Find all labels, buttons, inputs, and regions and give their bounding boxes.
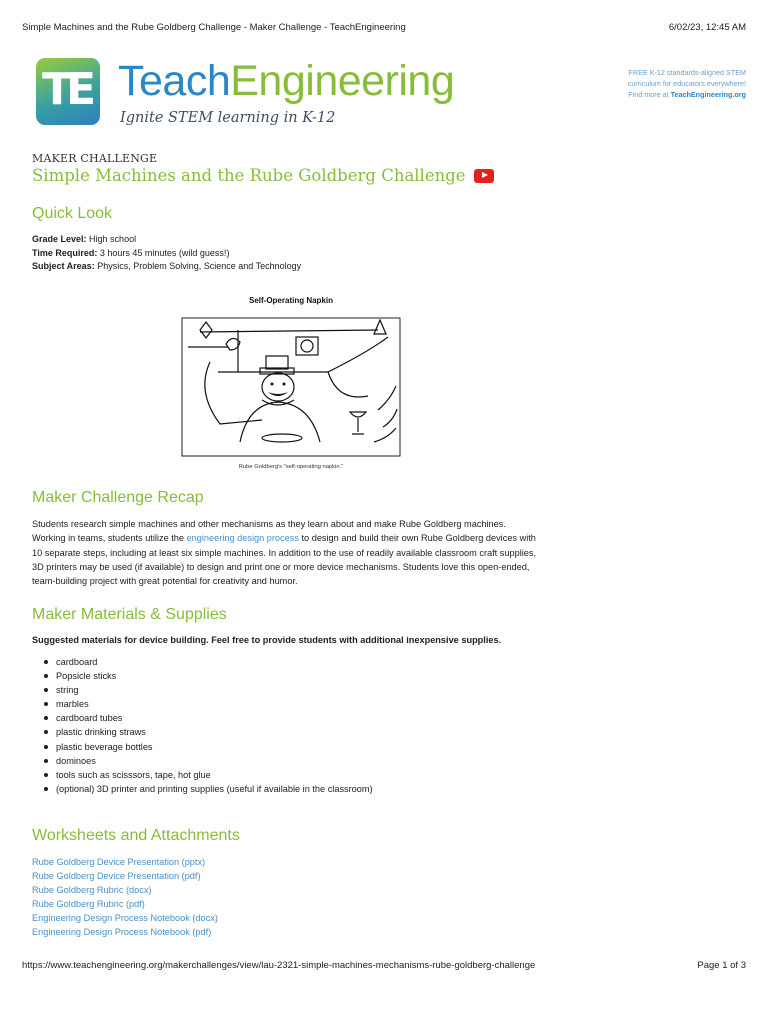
image-title: Self-Operating Napkin	[248, 296, 334, 305]
attachment-link[interactable]: Rube Goldberg Rubric (pdf)	[32, 899, 145, 910]
attachment-link[interactable]: Engineering Design Process Notebook (docx)	[32, 913, 218, 924]
materials-heading: Maker Materials & Supplies	[32, 606, 227, 623]
napkin-cartoon-drawing	[178, 292, 404, 458]
subject-areas-row	[32, 260, 301, 274]
list-item: (optional) 3D printer and printing supplies (useful if available in the classroom)	[40, 782, 373, 796]
title-row	[32, 166, 542, 185]
attachment-link[interactable]: Rube Goldberg Device Presentation (pptx)	[32, 857, 206, 867]
logo-mark: TE	[42, 64, 91, 115]
logo-text	[118, 58, 454, 126]
list-item: cardboard tubes	[40, 711, 373, 725]
rube-goldberg-figure	[178, 292, 404, 470]
teachengineering-logo-icon	[36, 58, 100, 125]
subject-areas-value: Physics, Problem Solving, Science and Technology	[97, 261, 302, 271]
napkin-cartoon-image	[178, 292, 404, 458]
promo-line-1: FREE K-12 standards-aligned STEM	[628, 68, 746, 77]
time-required-label: Time Required:	[32, 247, 98, 258]
list-item: plastic drinking straws	[40, 725, 373, 739]
list-item: tools such as scisssors, tape, hot glue	[40, 768, 373, 782]
promo-line-3	[628, 89, 746, 100]
promo-line-2: curriculum for educators everywhere!	[627, 79, 746, 88]
attachments-list	[32, 855, 218, 940]
list-item: Popsicle sticks	[40, 669, 373, 683]
attachment-link[interactable]: Rube Goldberg Device Presentation (pdf)	[32, 871, 201, 882]
print-header-timestamp: 6/02/23, 12:45 AM	[668, 22, 746, 33]
promo-site-link[interactable]: TeachEngineering.org	[670, 90, 746, 99]
recap-text-2: to design and build their own Rube Goldberg devices with 10 separate steps, including at least six simple machines. In addition to the use of readily available classroom craft supplies, 3D printers may be used (if available) to design and print one or more device mechanisms. Students love this open-ended, team-building project with great potential for creativity and humor.	[32, 533, 537, 587]
recap-text-1: Students research simple machines and other mechanisms as they learn about and make Rube Goldberg machines. Working in teams, students utilize the	[32, 519, 506, 544]
print-header-title: Simple Machines and the Rube Goldberg Challenge - Maker Challenge - TeachEngineering	[22, 22, 406, 33]
grade-level-row	[32, 233, 301, 247]
footer-url: https://www.teachengineering.org/makerchallenges/view/lau-2321-simple-machines-mechanisms-rube-goldberg-challenge	[22, 960, 536, 971]
site-logo[interactable]	[36, 58, 454, 126]
attachment-link[interactable]: Engineering Design Process Notebook (pdf)	[32, 927, 212, 938]
engineering-design-process-link[interactable]: engineering design process	[186, 533, 299, 544]
time-required-row	[32, 247, 301, 261]
list-item: marbles	[40, 697, 373, 711]
youtube-icon[interactable]	[474, 169, 494, 183]
materials-list	[40, 655, 373, 796]
list-item: string	[40, 683, 373, 697]
wordmark	[118, 58, 454, 104]
list-item: dominoes	[40, 754, 373, 768]
page-title: Simple Machines and the Rube Goldberg Challenge	[32, 166, 466, 185]
quick-look-details	[32, 233, 301, 274]
attachment-link[interactable]: Rube Goldberg Rubric (docx)	[32, 885, 152, 896]
page-heading	[32, 152, 542, 185]
list-item: cardboard	[40, 655, 373, 669]
grade-level-label: Grade Level:	[32, 234, 87, 244]
attachments-heading: Worksheets and Attachments	[32, 827, 240, 844]
tagline: Ignite STEM learning in K-12	[120, 110, 336, 126]
figure-caption: Rube Goldberg's "self-operating napkin."	[238, 464, 344, 470]
time-required-value: 3 hours 45 minutes (wild guess!)	[99, 247, 230, 258]
print-header	[22, 22, 746, 33]
promo-blurb	[628, 67, 746, 100]
recap-paragraph	[32, 517, 540, 588]
wordmark-engineering: Engineering	[230, 57, 455, 105]
grade-level-value: High school	[89, 234, 137, 244]
subject-areas-label: Subject Areas:	[32, 261, 95, 271]
promo-line-3-prefix: Find more at	[628, 90, 671, 99]
page-eyebrow: MAKER CHALLENGE	[32, 152, 158, 165]
wordmark-teach: Teach	[118, 57, 231, 105]
footer-page-number: Page 1 of 3	[697, 960, 746, 971]
list-item: plastic beverage bottles	[40, 740, 373, 754]
print-footer	[22, 960, 746, 971]
quick-look-heading: Quick Look	[32, 205, 113, 222]
materials-intro: Suggested materials for device building. Feel free to provide students with additional inexpensive supplies.	[32, 635, 502, 645]
recap-heading: Maker Challenge Recap	[32, 489, 204, 506]
